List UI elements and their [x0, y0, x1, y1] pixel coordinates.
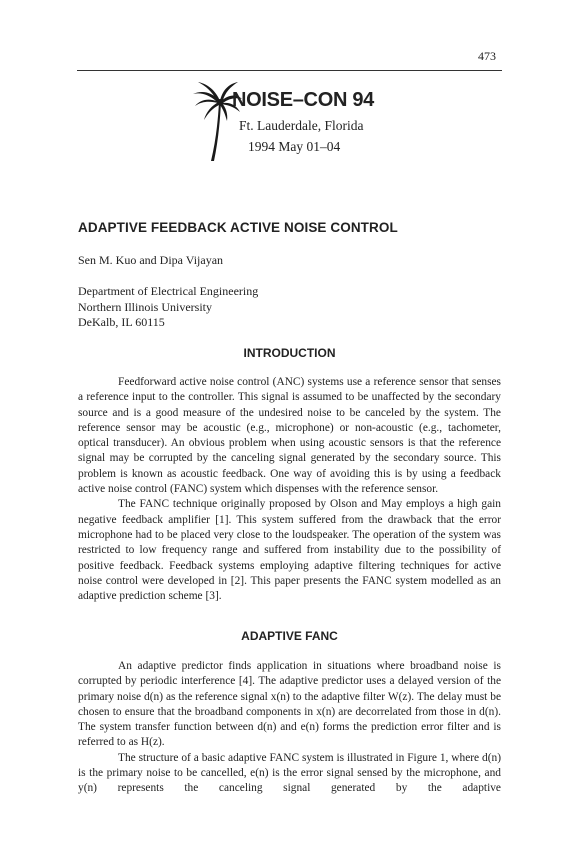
paragraph: An adaptive predictor finds application in situations where broadband noise is corrupted by periodic interference [4]. The adaptive predictor uses a delayed version of the primary noise d(n) as the reference signal x(n) to the adaptive filter W(z). The delay must be chosen to ensure that the broadband components in x(n) are decorrelated from those in d(n). The system transfer function between d(n) and e(n) forms the prediction error filter and is referred to as H(z).: [78, 660, 501, 749]
paper-title: ADAPTIVE FEEDBACK ACTIVE NOISE CONTROL: [78, 220, 398, 235]
section-heading-adaptive-fanc: ADAPTIVE FANC: [241, 629, 338, 643]
affiliation-city: DeKalb, IL 60115: [78, 315, 165, 329]
conference-name: NOISE–CON 94: [232, 89, 375, 111]
conference-place: Ft. Lauderdale, Florida: [239, 118, 364, 133]
conference-date: 1994 May 01–04: [248, 139, 341, 154]
affiliation: [78, 284, 258, 331]
section-heading-introduction: INTRODUCTION: [243, 346, 336, 360]
authors: Sen M. Kuo and Dipa Vijayan: [78, 253, 224, 267]
adaptive-fanc-body: [78, 659, 501, 797]
paragraph: The FANC technique originally proposed by Olson and May employs a high gain negative feedback amplifier [1]. This system suffered from the drawback that the error microphone had to be placed very close to the loudspeaker. The operation of the system was restricted to low frequency range and suffered from instability due to the possibility of positive feedback. Feedback systems employing adaptive filtering techniques for active noise control were developed in [2]. This paper presents the FANC system modelled as an adaptive prediction scheme [3].: [78, 498, 501, 603]
conference-logo-block: [192, 80, 452, 162]
introduction-body: [78, 375, 501, 604]
paragraph: The structure of a basic adaptive FANC system is illustrated in Figure 1, where d(n) is the primary noise to be cancelled, e(n) is the error signal sensed by the microphone, and y(n) represents the canceling signal generated by the adaptive: [78, 751, 501, 795]
affiliation-university: Northern Illinois University: [78, 299, 212, 314]
header-rule: [77, 70, 502, 71]
page-number: 473: [478, 49, 496, 63]
paragraph: Feedforward active noise control (ANC) systems use a reference sensor that senses a reference input to the controller. This signal is assumed to be unaffected by the secondary source and is a good measure of the undesired noise to be canceled by the system. The reference sensor may be acoustic (e.g., microphone) or non-acoustic (e.g., tachometer, optical transducer). An obvious problem when using acoustic sensors is that the reference signal may be corrupted by the canceling signal generated by the secondary source. This problem is known as acoustic feedback. One way of avoiding this is by using a feedback active noise control (FANC) system which dispenses with the reference sensor.: [78, 376, 501, 496]
affiliation-department: Department of Electrical Engineering: [78, 284, 259, 298]
